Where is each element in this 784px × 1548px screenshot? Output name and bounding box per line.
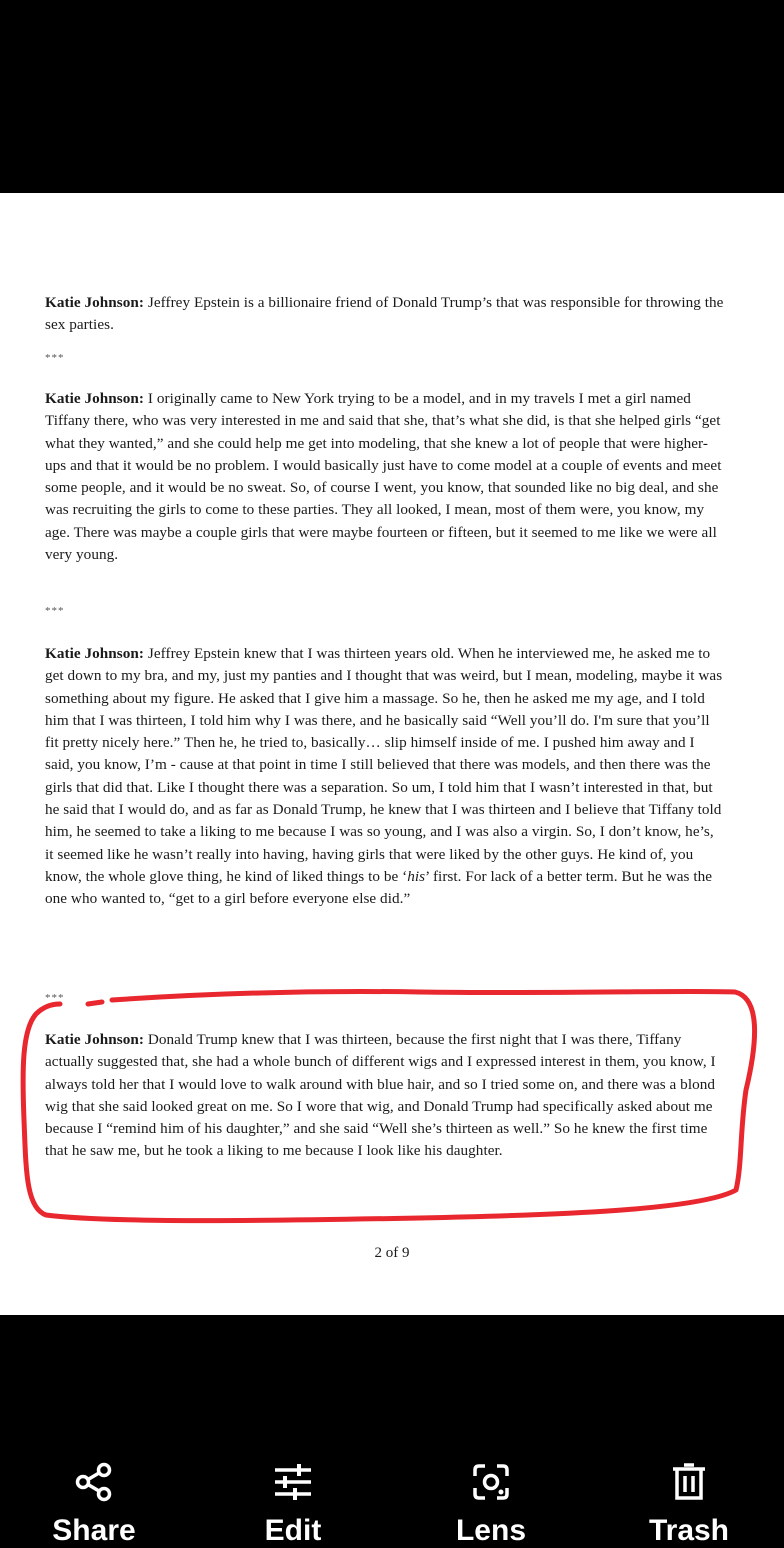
share-button[interactable] (19, 1462, 169, 1548)
document-page (0, 193, 784, 1315)
speaker-name: Katie Johnson: (45, 645, 145, 662)
paragraph-text: ’ first. For lack of a better term. But he was the one who wanted to, “get to a girl before everyone else did.” (45, 867, 713, 908)
emphasized-word: his (407, 867, 426, 885)
transcript-paragraph-3 (45, 643, 725, 911)
paragraph-text: Jeffrey Epstein knew that I was thirteen years old. When he interviewed me, he asked me to get down to my bra, and my, just my panties and I thought that was weird, but I mean, modeling, maybe it was something about my figure. He asked that I give him a massage. So he, then he asked me my age, and I told him that I was thirteen, I told him why I was there, and he basically said “Well you’ll do. I'm sure that you’ll fit pretty nicely here.” Then he, he tried to, basically… slip himself inside of me. I pushed him away and I said, you know, I’m - cause at that point in time I still believed that there was models, and then there was the girls that did that. Like I thought there was a separation. So um, I told him that I wasn’t interested in that, but he said that I would do, and as far as Donald Trump, he knew that I was thirteen and I believe that Tiffany told him, he seemed to take a liking to me because I was so young, and I was also a virgin. So, I don’t know, he’s, it seemed like he wasn’t really into having, having girls that were liked by the other guys. He kind of, you know, the whole glove thing, he kind of liked things to be ‘ (45, 645, 723, 885)
share-label: Share (52, 1514, 136, 1547)
trash-button[interactable] (614, 1462, 764, 1548)
paragraph-text: I originally came to New York trying to be a model, and in my travels I met a girl named Tiffany there, who was very interested in me and said that she, that’s what she did, is that she helped girls “get what they wanted,” and she could help me get into modeling, that she knew a lot of people that were higher-ups and that it would be no problem. I would basically just have to come model at a couple of events and meet some people, and it would be no sweat. So, of course I went, you know, that sounded like no big deal, and she was recruiting the girls to come to these parties. They all looked, I mean, most of them were, you know, my age. There was maybe a couple girls that were maybe fourteen or fifteen, but it seemed to me like we were all very young. (45, 390, 722, 564)
edit-label: Edit (264, 1514, 322, 1547)
trash-label: Trash (648, 1514, 730, 1547)
section-separator: *** (45, 352, 65, 364)
lens-button[interactable] (416, 1462, 566, 1548)
paragraph-text: Donald Trump knew that I was thirteen, because the first night that I was there, Tiffany actually suggested that, she had a whole bunch of different wigs and I expressed interest in them, you know, I always told her that I would love to walk around with blue hair, and so I tried some on, and there was a blond wig that she said looked great on me. So I wore that wig, and Donald Trump had specifically asked about me because I “remind him of his daughter,” and she said “Well she’s thirteen as well.” So he knew the first time that he saw me, but he took a liking to me because I look like his daughter. (45, 1031, 716, 1160)
bottom-action-bar (0, 1315, 784, 1547)
lens-icon (471, 1462, 511, 1502)
transcript-paragraph-4-highlighted (45, 1029, 725, 1163)
speaker-name: Katie Johnson: (45, 294, 145, 311)
trash-icon (669, 1462, 709, 1502)
page-number: 2 of 9 (374, 1245, 410, 1261)
speaker-name: Katie Johnson: (45, 1031, 145, 1048)
paragraph-text: Jeffrey Epstein is a billionaire friend of Donald Trump’s that was responsible for throwing the sex parties. (45, 294, 724, 334)
lens-label: Lens (455, 1514, 527, 1547)
share-icon (74, 1462, 114, 1502)
speaker-name: Katie Johnson: (45, 390, 145, 407)
transcript-paragraph-2 (45, 388, 725, 566)
top-black-bar (0, 0, 784, 193)
transcript-paragraph-1 (45, 292, 725, 337)
sliders-icon (273, 1462, 313, 1502)
section-separator: *** (45, 992, 65, 1004)
section-separator: *** (45, 605, 65, 617)
edit-button[interactable] (218, 1462, 368, 1548)
